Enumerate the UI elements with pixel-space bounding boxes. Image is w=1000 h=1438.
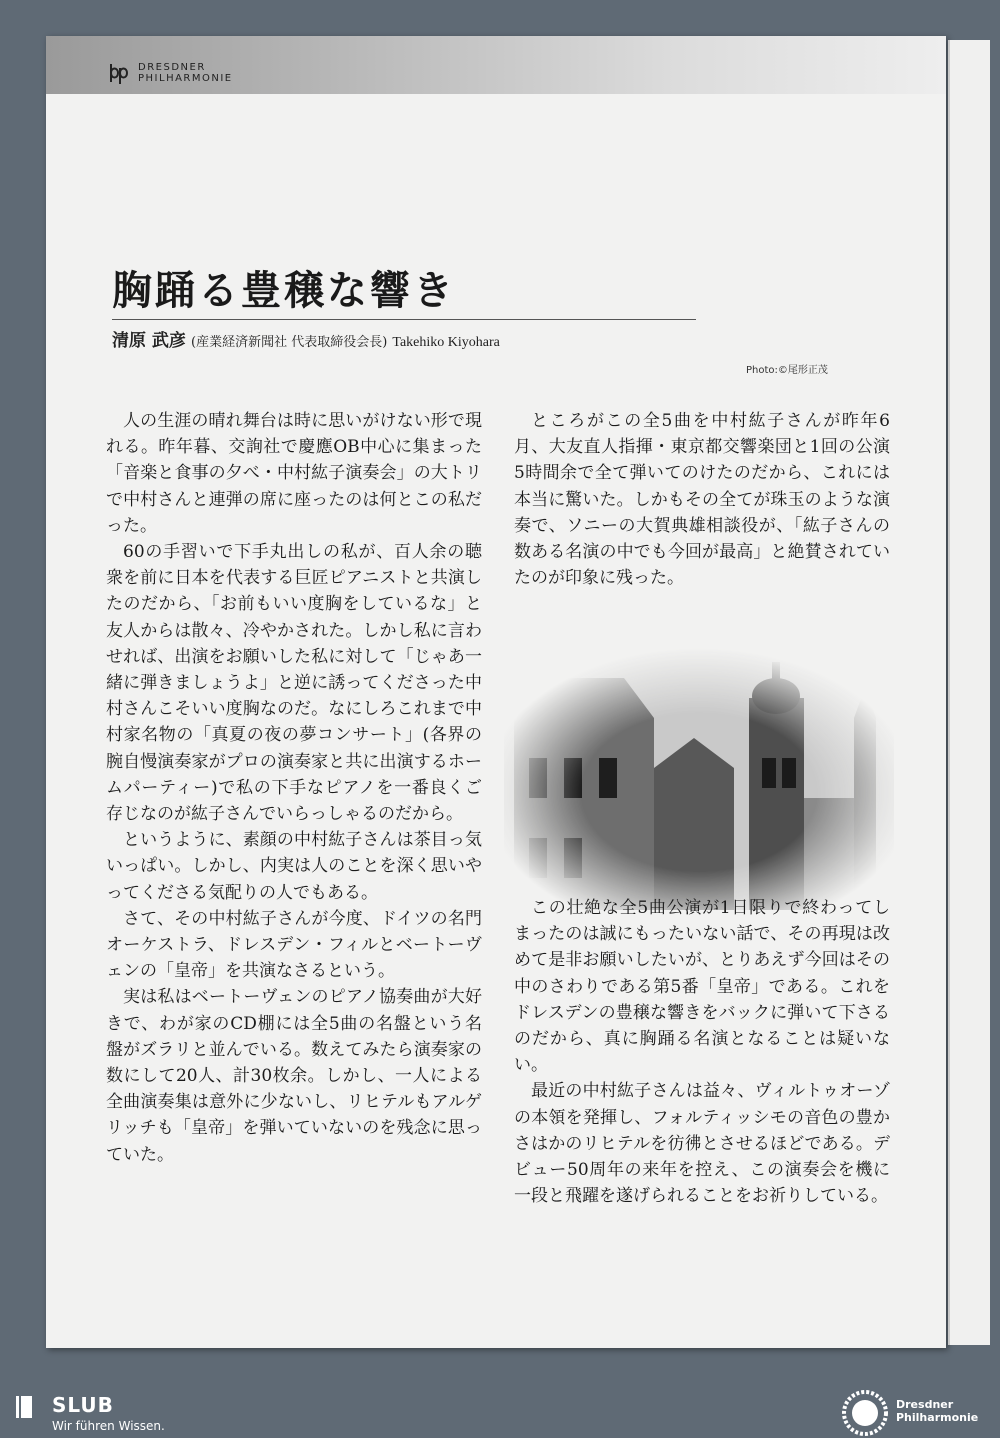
dresdner-philharmonie-logo-icon: [106, 60, 132, 86]
article-column-right-top: [514, 408, 890, 591]
slub-tagline: Wir führen Wissen.: [52, 1419, 165, 1433]
paragraph: というように、素顔の中村紘子さんは茶目っ気いっぱい。しかし、内実は人のことを深く思いやってくださる気配りの人でもある。: [106, 830, 482, 903]
document-page: [46, 36, 946, 1348]
paragraph: 最近の中村紘子さんは益々、ヴィルトゥオーゾの本領を発揮し、フォルティッシモの音色の豊かさはかのリヒテルを彷彿とさせるほどである。デビュー50周年の来年を控え、この演奏会を機に一段と飛躍を遂げられることをお祈りしている。: [514, 1081, 890, 1207]
author-byline: [112, 326, 500, 351]
author-org: (産業経済新聞社 代表取締役会長): [191, 335, 388, 350]
partner-line-2: Philharmonie: [896, 1411, 979, 1424]
article-column-right-bottom: [514, 895, 890, 1209]
paragraph: 人の生涯の晴れ舞台は時に思いがけない形で現れる。昨年暮、交詢社で慶應OB中心に集まった「音楽と食事の夕べ・中村紘子演奏会」の大トリで中村さんと連弾の席に座ったのは何とこの私だった。: [106, 411, 482, 536]
dresdner-philharmonie-badge-icon: [842, 1390, 888, 1436]
photo-credit: Photo:©尾形正茂: [746, 365, 828, 376]
paragraph: この壮絶な全5曲公演が1日限りで終わってしまったのは誠にもったいない話で、その再現は改めて是非お願いしたいが、とりあえず今回はその中のさわりである第5番「皇帝」である。これをドレスデンの豊穣な響きをバックに弾いて下さるのだから、真に胸踊る名演となることは疑いない。: [514, 898, 890, 1076]
paragraph: さて、その中村紘子さんが今度、ドイツの名門オーケストラ、ドレスデン・フィルとベートーヴェンの「皇帝」を共演なさるという。: [106, 908, 482, 982]
partner-line-1: Dresdner: [896, 1398, 954, 1411]
title-divider: [112, 319, 696, 320]
paragraph: 60の手習いで下手丸出しの私が、百人余の聴衆を前に日本を代表する巨匠ピアニストと共演したのだから、「お前もいい度胸をしているな」と友人からは散々、冷やかされた。しかし私に言わせれば、出演をお願いした私に対して「じゃあ一緒に弾きましょうよ」と逆に誘ってくださった中村さんこそいい度胸なのだ。なにしろこれまで中村家名物の「真夏の夜の夢コンサート」(各界の腕自慢演奏家がプロの演奏家と共に出演するホームパーティー)で私の下手なピアノを一番良くご存じなのが紘子さんでいらっしゃるのだから。: [106, 542, 482, 825]
author-name: 清原 武彦: [112, 331, 186, 351]
paragraph: 実は私はベートーヴェンのピアノ協奏曲が大好きで、わが家のCD棚には全5曲の名盤という名盤がズラリと並んでいる。数えてみたら演奏家の数にして20人、計30枚余。しかし、一人による全曲演奏集は意外に少ないし、リヒテルもアルゲリッチも「皇帝」を弾いていないのを残念に思っていた。: [106, 987, 482, 1165]
slub-book-icon: [14, 1394, 36, 1420]
partner-logo-text: [896, 1398, 978, 1424]
author-portrait-image: [720, 170, 888, 380]
slub-logo-text: SLUB: [52, 1393, 114, 1417]
adjacent-page-edge: [948, 40, 990, 1345]
header-logo-text: [138, 62, 233, 84]
logo-line-2: PHILHARMONIE: [138, 73, 233, 84]
paragraph: ところがこの全5曲を中村紘子さんが昨年6月、大友直人指揮・東京都交響楽団と1回の公演5時間余で全て弾いてのけたのだから、これには本当に驚いた。しかもその全てが珠玉のような演奏で、ソニーの大賀典雄相談役が、「紘子さんの数ある名演の中でも今回が最高」と絶賛されていたのが印象に残った。: [514, 411, 890, 589]
dresden-building-image: [504, 648, 894, 910]
article-title: 胸踊る豊穣な響き: [112, 267, 456, 314]
logo-line-1: DRESDNER: [138, 62, 206, 73]
author-roman-name: Takehiko Kiyohara: [392, 335, 500, 350]
article-column-left: [106, 408, 482, 1168]
